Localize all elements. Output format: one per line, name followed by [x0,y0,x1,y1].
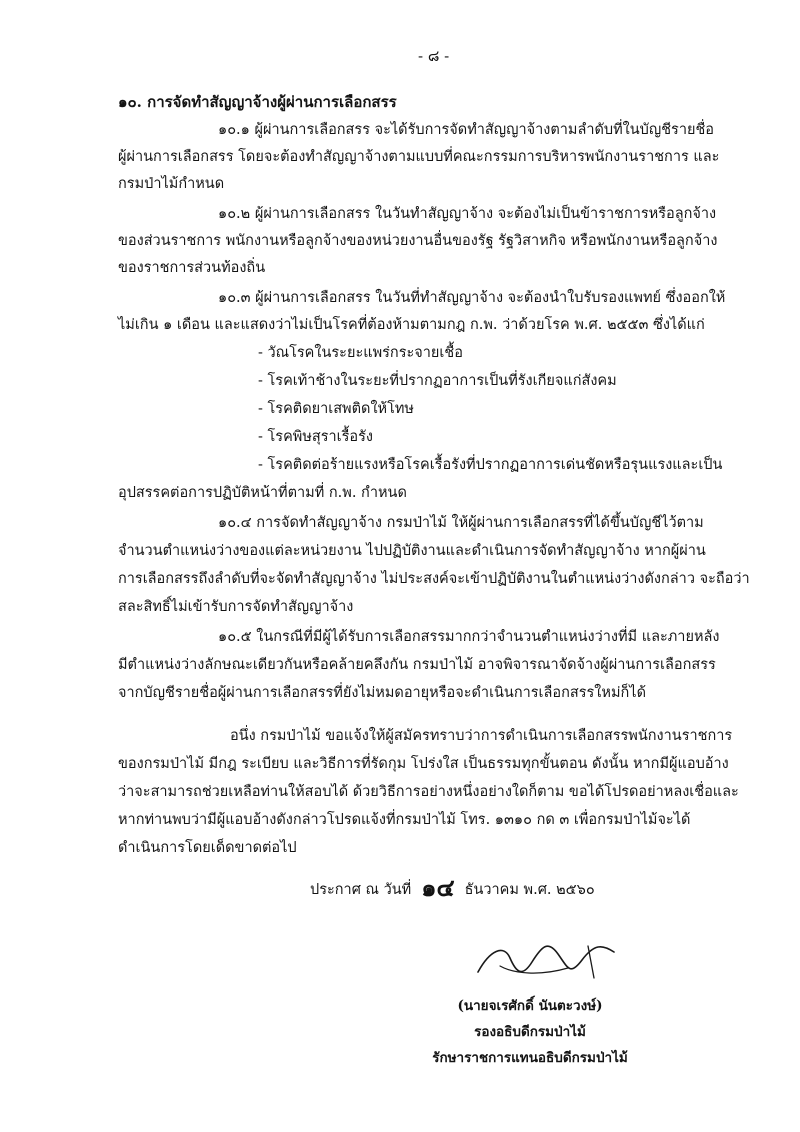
notice-line: ว่าจะสามารถช่วยเหลือท่านให้สอบได้ ด้วยวิธีการอย่างหนึ่งอย่างใดก็ตาม ขอได้โปรดอย่าหลงเชื่อและ [118,784,739,800]
paragraph-10-1-line: ผู้ผ่านการเลือกสรร โดยจะต้องทำสัญญาจ้างตามแบบที่คณะกรรมการบริหารพนักงานราชการ และ [118,149,720,165]
signatory-name: (นายจเรศักดิ์ นันตะวงษ์) [457,998,603,1014]
paragraph-10-4-line: ๑๐.๔ การจัดทำสัญญาจ้าง กรมป่าไม้ ให้ผู้ผ่านการเลือกสรรที่ได้ขึ้นบัญชีไว้ตาม [218,515,704,531]
disease-list-continuation: อุปสรรคต่อการปฏิบัติหน้าที่ตามที่ ก.พ. กำหนด [118,485,407,501]
paragraph-10-2-line: ของราชการส่วนท้องถิ่น [118,260,266,276]
notice-line: ดำเนินการโดยเด็ดขาดต่อไป [118,840,297,856]
paragraph-10-5-line: มีตำแหน่งว่างลักษณะเดียวกันหรือคล้ายคลึงกัน กรมป่าไม้ อาจพิจารณาจัดจ้างผู้ผ่านการเลือกสรร [118,657,716,673]
paragraph-10-4-line: จำนวนตำแหน่งว่างของแต่ละหน่วยงาน ไปปฏิบัติงานและดำเนินการจัดทำสัญญาจ้าง หากผู้ผ่าน [118,543,706,559]
paragraph-10-1-line: กรมป่าไม้กำหนด [118,176,225,192]
paragraph-10-3-line: ไม่เกิน ๑ เดือน และแสดงว่าไม่เป็นโรคที่ต้องห้ามตามกฎ ก.พ. ว่าด้วยโรค พ.ศ. ๒๕๕๓ ซึ่งได้แก่ [118,317,705,333]
announcement-day: ๑๔ [421,873,455,902]
disease-list-item: - โรคติดยาเสพติดให้โทษ [258,401,414,417]
notice-line: ของกรมป่าไม้ มีกฎ ระเบียบ และวิธีการที่รัดกุม โปร่งใส เป็นธรรมทุกขั้นตอน ดังนั้น หากมีผู้แอบอ้าง [118,756,729,772]
announcement-month-year: ธันวาคม พ.ศ. ๒๕๖๐ [464,882,595,898]
paragraph-10-4-line: สละสิทธิ์ไม่เข้ารับการจัดทำสัญญาจ้าง [118,599,354,615]
notice-line: หากท่านพบว่ามีผู้แอบอ้างดังกล่าวโปรดแจ้งที่กรมป่าไม้ โทร. ๑๓๑๐ กด ๓ เพื่อกรมป่าไม้จะได้ [118,812,691,828]
paragraph-10-1-line: ๑๐.๑ ผู้ผ่านการเลือกสรร จะได้รับการจัดทำสัญญาจ้างตามลำดับที่ในบัญชีรายชื่อ [218,122,715,138]
disease-list-item: - วัณโรคในระยะแพร่กระจายเชื้อ [258,345,463,361]
signatory-acting: รักษาราชการแทนอธิบดีกรมป่าไม้ [432,1050,628,1066]
announcement-date [310,873,595,902]
disease-list-item: - โรคเท้าช้างในระยะที่ปรากฏอาการเป็นที่รังเกียจแก่สังคม [258,373,617,389]
signature-image [470,932,620,990]
disease-list-item: - โรคติดต่อร้ายแรงหรือโรคเรื้อรังที่ปรากฏอาการเด่นชัดหรือรุนแรงและเป็น [258,457,723,473]
paragraph-10-4-line: การเลือกสรรถึงลำดับที่จะจัดทำสัญญาจ้าง ไม่ประสงค์จะเข้าปฏิบัติงานในตำแหน่งว่างดังกล่าว จะถือว่า [118,571,750,587]
disease-list-item: - โรคพิษสุราเรื้อรัง [258,429,374,445]
paragraph-10-5-line: จากบัญชีรายชื่อผู้ผ่านการเลือกสรรที่ยังไม่หมดอายุหรือจะดำเนินการเลือกสรรใหม่ก็ได้ [118,685,646,701]
paragraph-10-2-line: ๑๐.๒ ผู้ผ่านการเลือกสรร ในวันทำสัญญาจ้าง จะต้องไม่เป็นข้าราชการหรือลูกจ้าง [218,206,717,222]
paragraph-10-5-line: ๑๐.๕ ในกรณีที่มีผู้ได้รับการเลือกสรรมากกว่าจำนวนตำแหน่งว่างที่มี และภายหลัง [218,629,720,645]
signatory-position: รองอธิบดีกรมป่าไม้ [474,1024,586,1040]
notice-line: อนึ่ง กรมป่าไม้ ขอแจ้งให้ผู้สมัครทราบว่าการดำเนินการเลือกสรรพนักงานราชการ [230,728,733,744]
section-heading: ๑๐. การจัดทำสัญญาจ้างผู้ผ่านการเลือกสรร [118,93,397,111]
paragraph-10-3-line: ๑๐.๓ ผู้ผ่านการเลือกสรร ในวันที่ทำสัญญาจ้าง จะต้องนำใบรับรองแพทย์ ซึ่งออกให้ [218,290,726,306]
page-number: - ๘ - [418,47,450,65]
announcement-prefix: ประกาศ ณ วันที่ [310,882,412,898]
paragraph-10-2-line: ของส่วนราชการ พนักงานหรือลูกจ้างของหน่วยงานอื่นของรัฐ รัฐวิสาหกิจ หรือพนักงานหรือลูกจ้าง [118,233,718,249]
